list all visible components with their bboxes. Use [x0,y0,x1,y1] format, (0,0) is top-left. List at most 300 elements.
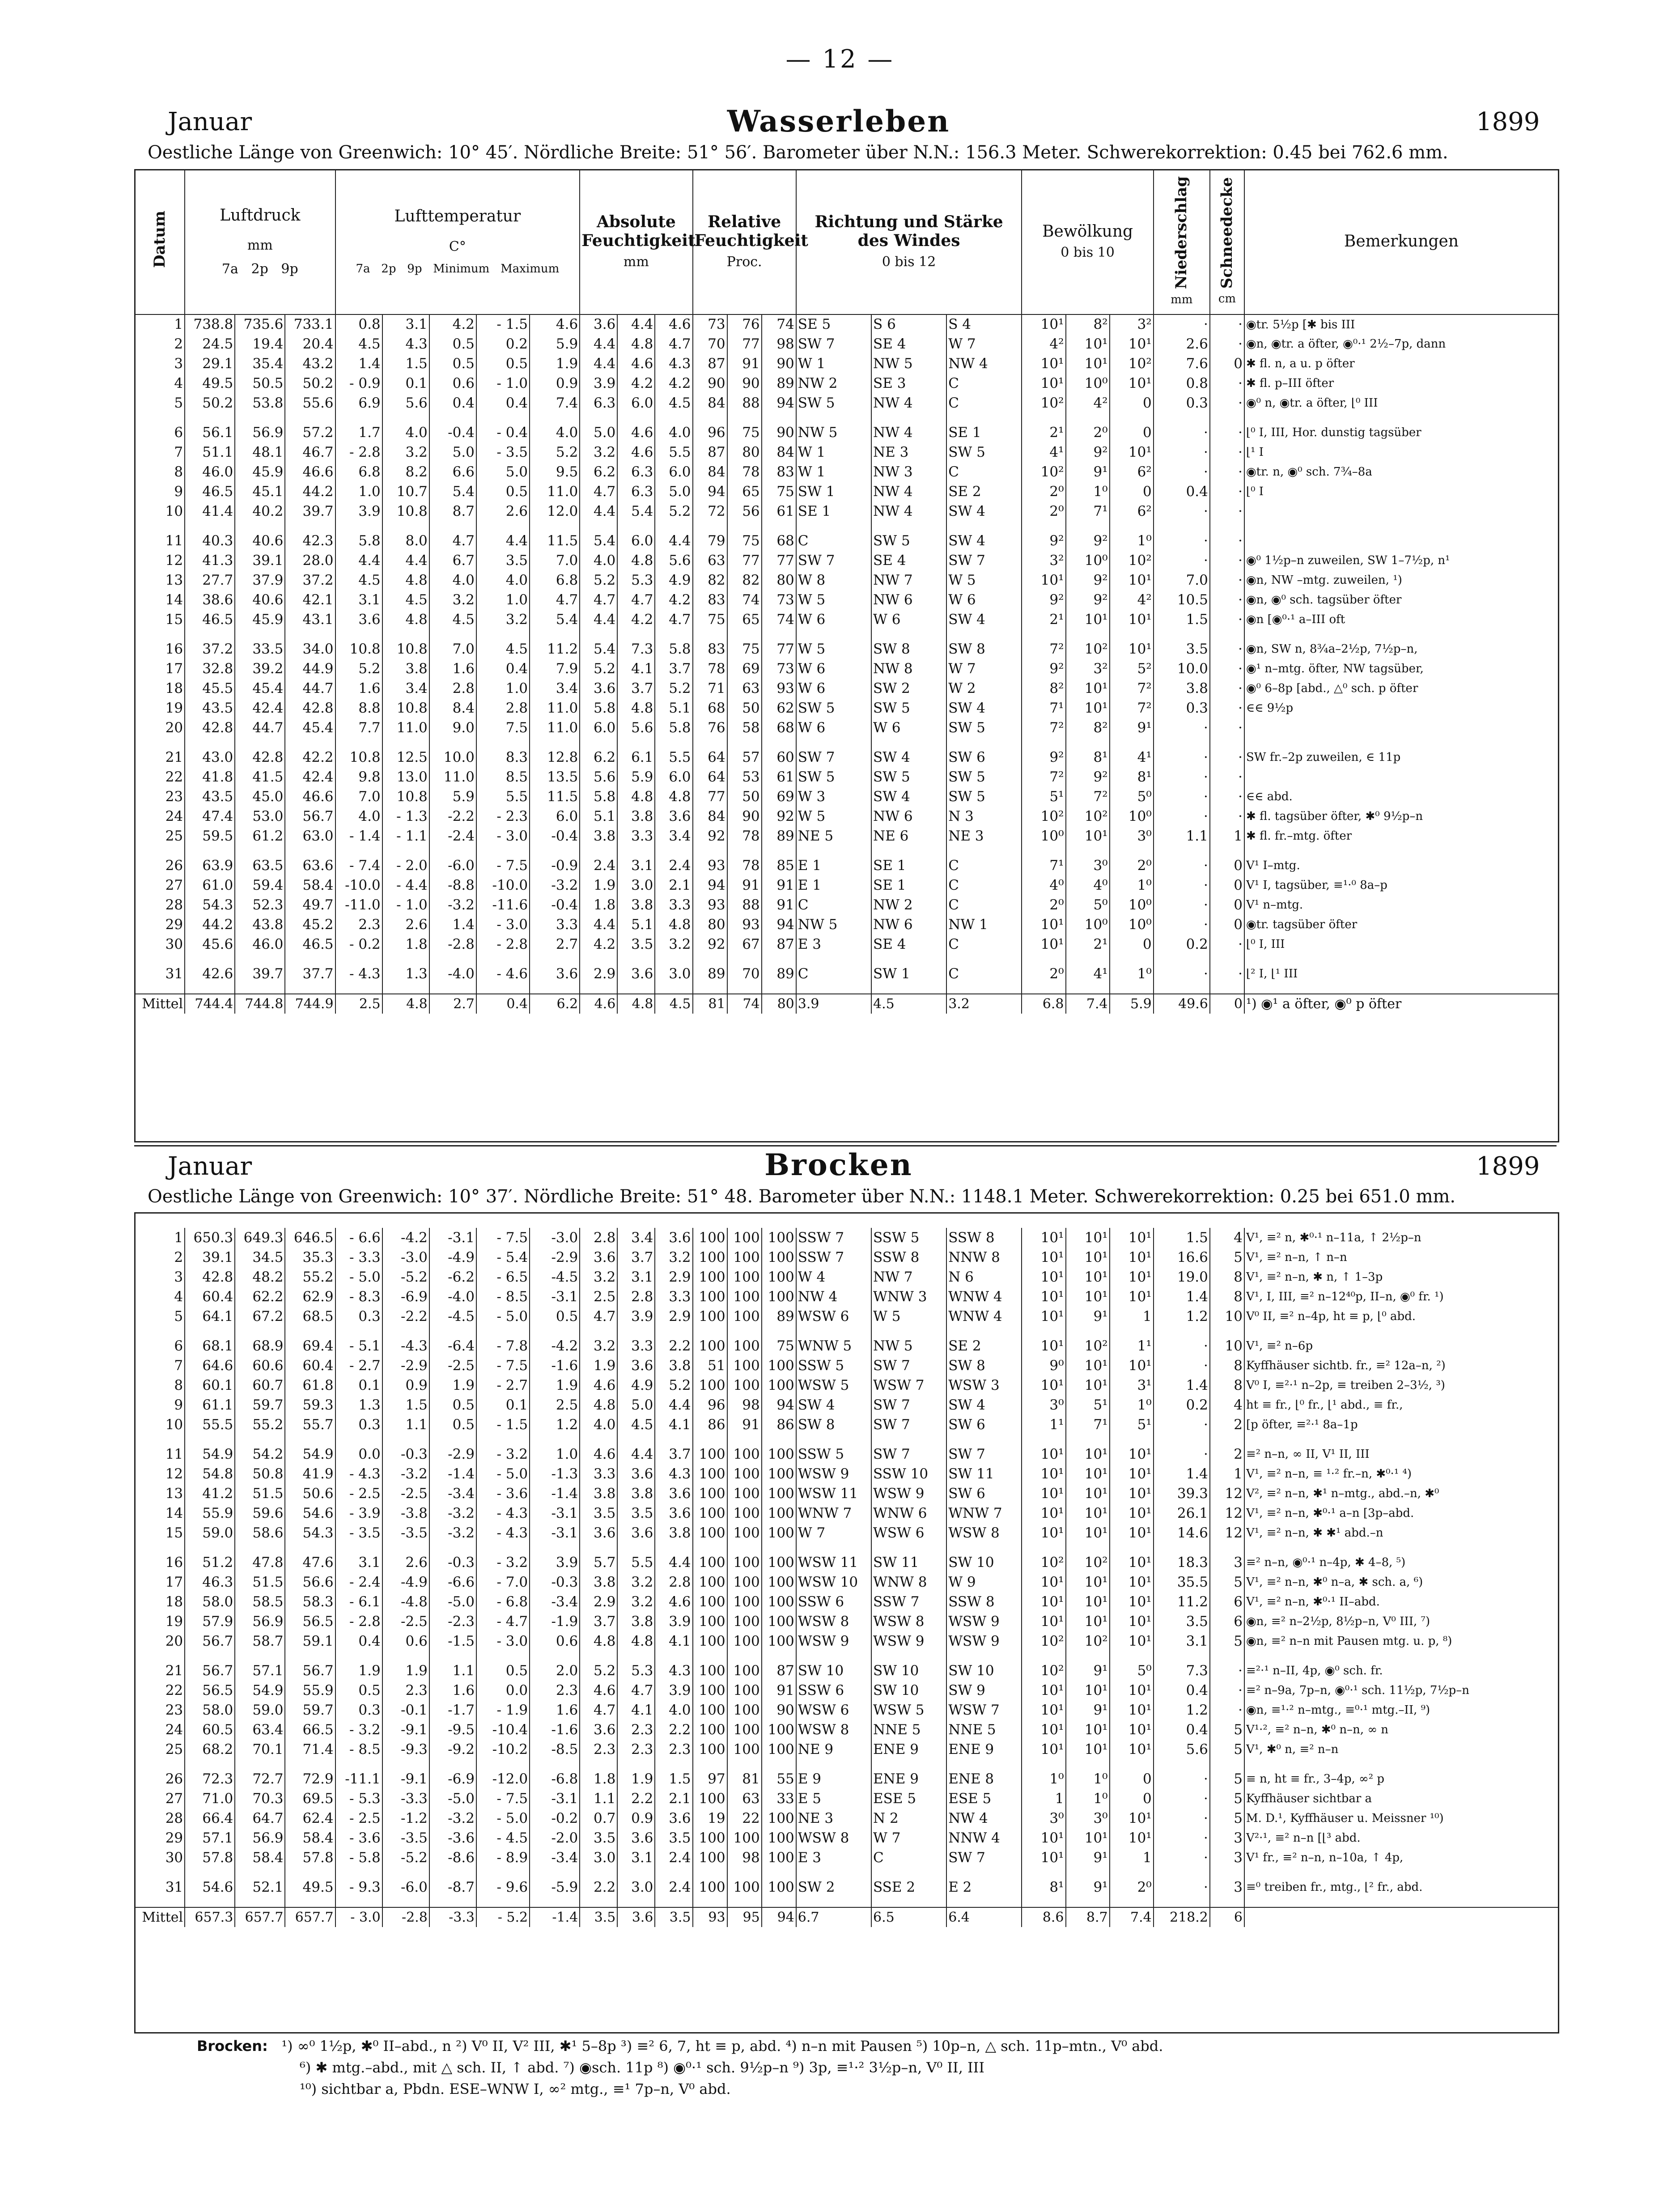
wasserleben-cell: 0.5 [476,482,530,501]
wasserleben-cell: 49.5 [185,374,235,393]
wasserleben-cell: 5.8 [580,698,617,718]
brocken-cell: [p öfter, ≡²·¹ 8a–1p [1244,1415,1558,1435]
wasserleben-cell: 46.5 [185,482,235,501]
wasserleben-cell: 83 [693,639,727,659]
brocken-cell: 10¹ [1022,1267,1065,1287]
brocken-cell: -8.5 [530,1740,580,1759]
brocken-cell: 100 [693,1700,727,1720]
wasserleben-cell: 27.7 [185,570,235,590]
wasserleben-spacer [135,413,1558,423]
brocken-cell: 10¹ [1022,1740,1065,1759]
brocken-cell: 10¹ [1110,1287,1154,1307]
wasserleben-cell: 3.3 [530,915,580,934]
wasserleben-cell: 10¹ [1022,314,1065,334]
wasserleben-cell: 68 [762,718,796,738]
brocken-cell: 100 [762,1631,796,1651]
brocken-cell: 10¹ [1066,1592,1110,1612]
wasserleben-cell: 4.4 [382,551,429,570]
brocken-cell: 3.1 [617,1848,655,1868]
wasserleben-cell: 0.5 [429,354,476,374]
brocken-cell: 1 [1210,1464,1244,1484]
wasserleben-cell: · [1210,934,1244,954]
wasserleben-cell: 1.4 [335,354,382,374]
page-number: — 12 — [785,45,895,74]
wasserleben-cell: 5.6 [382,393,429,413]
wasserleben-row [135,354,1558,374]
wasserleben-cell: · [1210,590,1244,610]
brocken-cell: WSW 10 [796,1572,871,1592]
wasserleben-row [135,393,1558,413]
brocken-cell: 0.4 [335,1631,382,1651]
wasserleben-cell: 5.9 [530,334,580,354]
wasserleben-cell: 1⁰ [1066,482,1110,501]
wasserleben-cell: 4.7 [429,531,476,551]
wasserleben-cell: 3.8 [1154,679,1210,698]
wasserleben-cell: NW 7 [871,570,946,590]
brocken-cell: 10¹ [1110,1700,1154,1720]
wasserleben-cell: NW 6 [871,915,946,934]
brocken-cell: 50.6 [285,1484,335,1503]
wasserleben-cell: 92 [693,934,727,954]
brocken-cell: 3.8 [580,1572,617,1592]
wasserleben-cell: 56.1 [185,423,235,442]
brocken-cell: N 6 [946,1267,1022,1287]
wasserleben-cell: 49.7 [285,895,335,915]
wasserleben-cell: 8.2 [382,462,429,482]
wasserleben-cell: 4¹ [1110,747,1154,767]
brocken-cell: - 4.5 [476,1828,530,1848]
wasserleben-cell: 51.1 [185,442,235,462]
brocken-cell: V¹, ✱⁰ n, ≡² n–n [1244,1740,1558,1759]
wasserleben-cell: NW 2 [796,374,871,393]
brocken-cell: 2.3 [382,1681,429,1700]
brocken-cell: 10¹ [1022,1375,1065,1395]
wasserleben-cell: W 6 [946,590,1022,610]
brocken-cell: - 6.1 [335,1592,382,1612]
brocken-cell: 62.2 [235,1287,285,1307]
brocken-cell: 10¹ [1110,1720,1154,1740]
wasserleben-cell: 4.8 [382,570,429,590]
wasserleben-cell: 11.0 [530,698,580,718]
wasserleben-cell: NE 6 [871,826,946,846]
brocken-cell: · [1210,1661,1244,1681]
brocken-cell: 100 [762,1572,796,1592]
wasserleben-cell: 20 [135,718,185,738]
wasserleben-cell: 5.4 [580,531,617,551]
brocken-cell: 68.2 [185,1740,235,1759]
wasserleben-cell: 33.5 [235,639,285,659]
brocken-cell: · [1154,1444,1210,1464]
brocken-cell: SSW 5 [796,1356,871,1375]
brocken-cell: 100 [727,1572,762,1592]
wasserleben-cell: SW 5 [946,787,1022,807]
brocken-cell: -2.0 [530,1828,580,1848]
wasserleben-cell: 9² [1066,767,1110,787]
wasserleben-cell: 5.9 [617,767,655,787]
brocken-cell: 0.1 [476,1395,530,1415]
wasserleben-cell: 4.7 [655,334,692,354]
brocken-cell: 2.6 [382,1553,429,1572]
col-schneedecke: Schneedecke cm [1210,169,1244,314]
brocken-cell: SW 4 [946,1395,1022,1415]
brocken-cell: 61.8 [285,1375,335,1395]
wasserleben-cell: 25 [135,826,185,846]
brocken-cell: 3.2 [617,1592,655,1612]
wasserleben-cell: 84 [693,807,727,826]
wasserleben-cell: SE 1 [871,875,946,895]
wasserleben-cell: C [946,964,1022,984]
brocken-cell: 4.9 [617,1375,655,1395]
brocken-cell: 0.5 [429,1415,476,1435]
wasserleben-cell: 9¹ [1066,462,1110,482]
brocken-cell: 5 [1210,1740,1244,1759]
brocken-cell: 100 [762,1523,796,1543]
brocken-cell: 10¹ [1022,1572,1065,1592]
wasserleben-cell: 4.8 [617,787,655,807]
brocken-cell: 10¹ [1110,1503,1154,1523]
brocken-cell: SSW 8 [871,1248,946,1267]
wasserleben-cell: 3.2 [580,442,617,462]
brocken-cell: 68.9 [235,1336,285,1356]
wasserleben-cell: 0.5 [429,334,476,354]
wasserleben-cell: · [1154,915,1210,934]
brocken-cell: 55 [762,1769,796,1789]
brocken-cell: -3.1 [530,1503,580,1523]
wasserleben-cell: 0 [1210,875,1244,895]
wasserleben-cell: - 1.3 [382,807,429,826]
brocken-cell: 5 [1210,1720,1244,1740]
wasserleben-cell: 42.2 [285,747,335,767]
wasserleben-cell: C [796,964,871,984]
brocken-cell: 10¹ [1022,1444,1065,1464]
brocken-row [135,1808,1558,1828]
brocken-cell: 54.9 [185,1444,235,1464]
wasserleben-cell: 4.5 [476,639,530,659]
wasserleben-spacer [135,846,1558,856]
wasserleben-cell: 1⁰ [1110,875,1154,895]
brocken-cell: 1.1 [429,1661,476,1681]
wasserleben-cell: 39.1 [235,551,285,570]
wasserleben-cell: 3.1 [617,856,655,875]
wasserleben-cell: -0.4 [429,423,476,442]
wasserleben-cell: 2.8 [476,698,530,718]
brocken-cell: 5 [135,1307,185,1326]
brocken-row [135,1523,1558,1543]
brocken-cell: 100 [762,1828,796,1848]
brocken-cell: 90 [762,1700,796,1720]
wasserleben-cell: 5.9 [429,787,476,807]
brocken-cell: 60.5 [185,1720,235,1740]
wasserleben-cell: -2.4 [429,826,476,846]
brocken-cell: 12 [1210,1503,1244,1523]
wasserleben-cell: C [796,895,871,915]
wasserleben-cell: -11.6 [476,895,530,915]
brocken-cell: 10¹ [1066,1287,1110,1307]
bottom-location-line: Oestliche Länge von Greenwich: 10° 37′. Nördliche Breite: 51° 48. Barometer über N.N.: 1148.1 Meter. Schwerekorrektion: 0.25 bei 651.0 mm. [148,1186,1456,1207]
wasserleben-cell: 40.6 [235,590,285,610]
wasserleben-cell: 52.3 [235,895,285,915]
brocken-cell: 4.6 [580,1444,617,1464]
brocken-cell: 4.8 [580,1395,617,1415]
brocken-cell: - 1.5 [476,1415,530,1435]
brocken-cell: -4.2 [530,1336,580,1356]
wasserleben-cell: NW 6 [871,590,946,610]
brocken-cell: 56.7 [285,1661,335,1681]
wasserleben-cell: 57 [727,747,762,767]
brocken-cell: 100 [727,1375,762,1395]
wasserleben-cell: 1 [1210,826,1244,846]
brocken-cell: - 3.6 [476,1484,530,1503]
wasserleben-cell: 58.4 [285,875,335,895]
section-divider [134,1145,1557,1146]
brocken-cell: 10¹ [1066,1248,1110,1267]
brocken-cell: -3.6 [429,1828,476,1848]
brocken-cell: 72.3 [185,1769,235,1789]
wasserleben-cell: 3.9 [796,994,871,1014]
wasserleben-cell: V¹ I, tagsüber, ≡¹·⁰ 8a–p [1244,875,1558,895]
wasserleben-cell: -4.0 [429,964,476,984]
wasserleben-cell: 41.4 [185,501,235,521]
brocken-cell: 59.3 [285,1395,335,1415]
wasserleben-cell: 4.3 [655,354,692,374]
wasserleben-cell: · [1210,787,1244,807]
wasserleben-cell: 5.5 [655,747,692,767]
brocken-cell: 100 [727,1877,762,1897]
wasserleben-cell: 1.8 [382,934,429,954]
col-datum: Datum [135,169,185,314]
wasserleben-cell: 74 [727,994,762,1014]
brocken-cell: 62.4 [285,1808,335,1828]
brocken-cell: 4.1 [655,1631,692,1651]
wasserleben-cell: V¹ I–mtg. [1244,856,1558,875]
wasserleben-cell: 8¹ [1066,747,1110,767]
brocken-cell: - 1.9 [476,1700,530,1720]
wasserleben-cell: 744.9 [285,994,335,1014]
wasserleben-spacer [135,738,1558,747]
wasserleben-cell: · [1210,482,1244,501]
brocken-cell: V⁰ II, ≡² n–4p, ht ≡ p, ⌊⁰ abd. [1244,1307,1558,1326]
brocken-cell: 2.1 [655,1789,692,1808]
brocken-cell: 100 [727,1484,762,1503]
brocken-row [135,1612,1558,1631]
wasserleben-cell: 7.0 [530,551,580,570]
wasserleben-cell: 3.4 [382,679,429,698]
wasserleben-cell: 8.5 [476,767,530,787]
brocken-cell: 3 [1210,1828,1244,1848]
brocken-cell: 54.9 [285,1444,335,1464]
brocken-cell: 3.9 [655,1681,692,1700]
brocken-cell: 2.9 [655,1307,692,1326]
brocken-cell: - 7.8 [476,1336,530,1356]
wasserleben-cell: 2⁰ [1022,482,1065,501]
brocken-cell: 10² [1066,1631,1110,1651]
wasserleben-cell: - 3.5 [476,442,530,462]
brocken-cell: 10¹ [1022,1681,1065,1700]
wasserleben-cell: · [1210,462,1244,482]
wasserleben-cell: 6.8 [1022,994,1065,1014]
brocken-cell: ≡² n–9a, 7p–n, ◉⁰·¹ sch. 11½p, 7½p–n [1244,1681,1558,1700]
brocken-cell: -3.4 [530,1848,580,1868]
wasserleben-cell: C [946,875,1022,895]
wasserleben-cell: 4.1 [617,659,655,679]
wasserleben-cell: ⌊¹ I [1244,442,1558,462]
brocken-cell: - 7.5 [476,1356,530,1375]
wasserleben-cell: 88 [727,393,762,413]
wasserleben-cell: 4² [1110,590,1154,610]
brocken-cell: 3.5 [655,1907,692,1927]
brocken-cell: 3⁰ [1066,1808,1110,1828]
brocken-cell: NW 5 [871,1336,946,1356]
footnotes [197,2035,1628,2100]
wasserleben-cell: 0.5 [476,354,530,374]
wasserleben-cell: 4.5 [335,570,382,590]
brocken-cell: 3 [1210,1553,1244,1572]
brocken-cell: SW 8 [946,1356,1022,1375]
brocken-cell: NW 7 [871,1267,946,1287]
wasserleben-cell: SE 1 [946,423,1022,442]
brocken-cell: 100 [693,1484,727,1503]
wasserleben-cell: C [946,856,1022,875]
wasserleben-cell: · [1154,856,1210,875]
wasserleben-cell: 4² [1066,393,1110,413]
bottom-year: 1899 [1476,1152,1540,1181]
wasserleben-cell: · [1154,767,1210,787]
brocken-spacer [135,1326,1558,1336]
wasserleben-cell: ◉n, SW n, 8¾a–2½p, 7½p–n, [1244,639,1558,659]
wasserleben-cell: 3.4 [655,826,692,846]
brocken-cell: 54.8 [185,1464,235,1484]
brocken-cell: ENE 9 [871,1769,946,1789]
brocken-cell: 0 [1110,1789,1154,1808]
wasserleben-cell: 4.2 [617,374,655,393]
brocken-cell: -9.5 [429,1720,476,1740]
col-luftdruck: Luftdruck mm 7a 2p 9p [185,169,335,314]
wasserleben-row [135,423,1558,442]
wasserleben-cell: · [1210,531,1244,551]
brocken-cell: 10 [1210,1336,1244,1356]
brocken-cell: 10¹ [1110,1248,1154,1267]
brocken-cell: 1.0 [530,1444,580,1464]
brocken-cell: 8.6 [1022,1907,1065,1927]
brocken-cell: 0.4 [1154,1720,1210,1740]
wasserleben-cell: 0 [1210,354,1244,374]
wasserleben-cell: 10.0 [1154,659,1210,679]
wasserleben-cell: 42.4 [235,698,285,718]
wasserleben-cell: 2.6 [476,501,530,521]
wasserleben-cell: 4.8 [617,698,655,718]
brocken-cell: 10¹ [1022,1720,1065,1740]
wasserleben-cell: SW 5 [946,442,1022,462]
wasserleben-cell [1244,767,1558,787]
wasserleben-cell: · [1210,679,1244,698]
brocken-cell: SSE 2 [871,1877,946,1897]
wasserleben-cell: 84 [693,462,727,482]
wasserleben-cell: 73 [762,590,796,610]
brocken-cell: 9 [135,1395,185,1415]
col-bemerkungen: Bemerkungen [1244,169,1558,314]
wasserleben-cell: 0.4 [476,659,530,679]
wasserleben-cell: - 1.1 [382,826,429,846]
wasserleben-cell: 4.5 [871,994,946,1014]
wasserleben-cell: 87 [693,354,727,374]
wasserleben-cell: 8.3 [476,747,530,767]
brocken-cell: 4.7 [617,1681,655,1700]
wasserleben-cell: · [1154,442,1210,462]
brocken-cell: 100 [762,1740,796,1759]
wasserleben-cell: 11.5 [530,531,580,551]
wasserleben-cell: 90 [762,423,796,442]
brocken-cell: 100 [693,1375,727,1395]
wasserleben-cell: ◉⁰ 1½p–n zuweilen, SW 1–7½p, n¹ [1244,551,1558,570]
brocken-cell: - 3.3 [335,1248,382,1267]
brocken-cell: 3.1 [617,1267,655,1287]
brocken-cell: 69.5 [285,1789,335,1808]
brocken-cell: 8 [1210,1287,1244,1307]
wasserleben-cell: 46.7 [285,442,335,462]
brocken-cell: 7.4 [1110,1907,1154,1927]
brocken-cell: 4.7 [580,1307,617,1326]
brocken-cell: · [1154,1769,1210,1789]
wasserleben-cell: 45.5 [185,679,235,698]
wasserleben-cell: SW fr.–2p zuweilen, ∈ 11p [1244,747,1558,767]
brocken-cell: 4.6 [655,1592,692,1612]
brocken-cell: 2.3 [617,1720,655,1740]
wasserleben-cell: · [1210,767,1244,787]
wasserleben-cell: 3.2 [429,590,476,610]
wasserleben-cell: 7² [1110,698,1154,718]
wasserleben-cell: NW 2 [871,895,946,915]
wasserleben-cell: 10² [1110,354,1154,374]
brocken-cell: -10.4 [476,1720,530,1740]
wasserleben-cell: NW 1 [946,915,1022,934]
brocken-cell: 3.3 [617,1336,655,1356]
wasserleben-cell: W 6 [871,718,946,738]
brocken-cell: 14.6 [1154,1523,1210,1543]
wasserleben-cell: 20.4 [285,334,335,354]
wasserleben-cell: 40.2 [235,501,285,521]
wasserleben-cell: 11.0 [429,767,476,787]
brocken-cell: 5 [1210,1769,1244,1789]
wasserleben-cell: 63.5 [235,856,285,875]
brocken-cell: 60.7 [235,1375,285,1395]
wasserleben-cell: 13.0 [382,767,429,787]
brocken-cell: 86 [693,1415,727,1435]
brocken-cell: 10¹ [1110,1592,1154,1612]
wasserleben-cell: · [1210,639,1244,659]
wasserleben-cell: 3.2 [946,994,1022,1014]
wasserleben-cell: SW 7 [796,334,871,354]
wasserleben-cell: 5.1 [655,698,692,718]
wasserleben-cell: 8.7 [429,501,476,521]
wasserleben-cell: · [1210,334,1244,354]
wasserleben-spacer [135,629,1558,639]
wasserleben-cell: SW 7 [796,747,871,767]
brocken-cell: 31 [135,1877,185,1897]
brocken-row [135,1720,1558,1740]
bottom-month: Januar [168,1152,252,1181]
brocken-cell: 5 [1210,1808,1244,1828]
wasserleben-cell: 0.4 [429,393,476,413]
brocken-cell: 10¹ [1110,1356,1154,1375]
brocken-cell: 3.3 [655,1287,692,1307]
wasserleben-cell: Mittel [135,994,185,1014]
brocken-cell: 71.0 [185,1789,235,1808]
wasserleben-cell: 2.8 [429,679,476,698]
wasserleben-cell: 76 [693,718,727,738]
brocken-cell: 100 [693,1720,727,1740]
wasserleben-cell: 45.1 [235,482,285,501]
brocken-cell: 3.9 [530,1553,580,1572]
